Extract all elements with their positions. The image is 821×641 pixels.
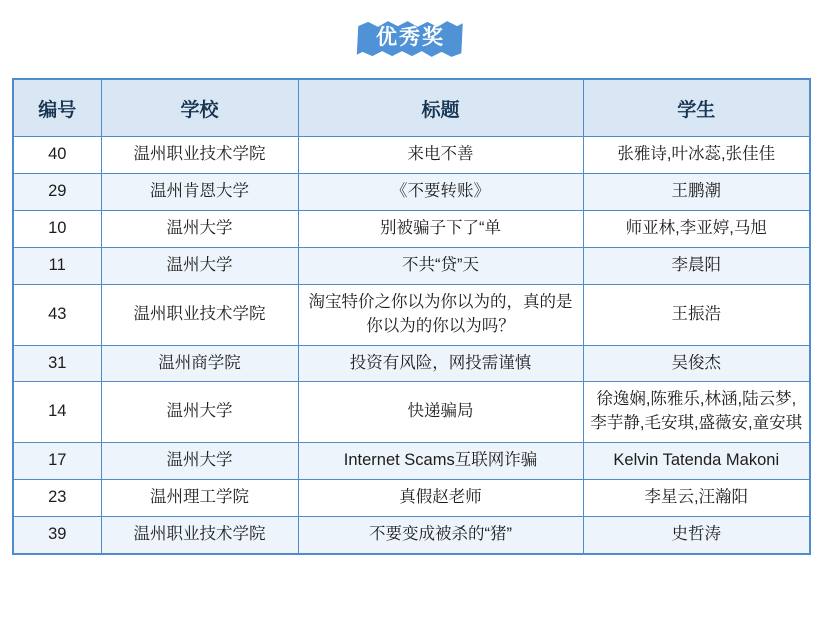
- cell-title: 真假赵老师: [298, 480, 583, 517]
- award-table: [12, 78, 811, 555]
- cell-title: 不共“贷”天: [298, 247, 583, 284]
- cell-school: 温州大学: [101, 382, 298, 443]
- table-row: [13, 284, 810, 345]
- table-row: [13, 382, 810, 443]
- cell-title: Internet Scams互联网诈骗: [298, 443, 583, 480]
- table-row: [13, 173, 810, 210]
- table-row: [13, 443, 810, 480]
- cell-school: 温州职业技术学院: [101, 137, 298, 174]
- cell-student: Kelvin Tatenda Makoni: [583, 443, 810, 480]
- cell-student: 吴俊杰: [583, 345, 810, 382]
- cell-id: 40: [13, 137, 101, 174]
- column-header-school: 学校: [101, 79, 298, 137]
- cell-id: 14: [13, 382, 101, 443]
- table-row: [13, 480, 810, 517]
- cell-id: 29: [13, 173, 101, 210]
- table-body: [13, 137, 810, 555]
- cell-id: 31: [13, 345, 101, 382]
- cell-title: 不要变成被杀的“猪”: [298, 517, 583, 554]
- table-header-row: [13, 79, 810, 137]
- cell-title: 《不要转账》: [298, 173, 583, 210]
- column-header-title: 标题: [298, 79, 583, 137]
- banner-title: 优秀奖: [376, 26, 445, 49]
- cell-school: 温州大学: [101, 443, 298, 480]
- cell-student: 王振浩: [583, 284, 810, 345]
- table-row: [13, 210, 810, 247]
- cell-school: 温州职业技术学院: [101, 284, 298, 345]
- cell-id: 39: [13, 517, 101, 554]
- cell-id: 43: [13, 284, 101, 345]
- cell-id: 11: [13, 247, 101, 284]
- cell-id: 17: [13, 443, 101, 480]
- cell-school: 温州商学院: [101, 345, 298, 382]
- cell-school: 温州肯恩大学: [101, 173, 298, 210]
- table-row: [13, 247, 810, 284]
- column-header-id: 编号: [13, 79, 101, 137]
- cell-school: 温州职业技术学院: [101, 517, 298, 554]
- table-row: [13, 517, 810, 554]
- cell-title: 快递骗局: [298, 382, 583, 443]
- table-row: [13, 137, 810, 174]
- cell-student: 师亚林,李亚婷,马旭: [583, 210, 810, 247]
- cell-student: 李晨阳: [583, 247, 810, 284]
- cell-school: 温州大学: [101, 210, 298, 247]
- banner-badge: [354, 19, 467, 59]
- cell-student: 张雅诗,叶冰蕊,张佳佳: [583, 137, 810, 174]
- cell-school: 温州理工学院: [101, 480, 298, 517]
- cell-student: 王鹏潮: [583, 173, 810, 210]
- table-row: [13, 345, 810, 382]
- cell-student: 徐逸娴,陈雅乐,林涵,陆云梦,李芋静,毛安琪,盛薇安,童安琪: [583, 382, 810, 443]
- cell-title: 别被骗子下了“单: [298, 210, 583, 247]
- banner: [0, 0, 821, 78]
- cell-id: 10: [13, 210, 101, 247]
- cell-title: 淘宝特价之你以为你以为的，真的是你以为的你以为吗？: [298, 284, 583, 345]
- cell-school: 温州大学: [101, 247, 298, 284]
- table-container: [0, 78, 821, 555]
- cell-id: 23: [13, 480, 101, 517]
- cell-title: 来电不善: [298, 137, 583, 174]
- table-header: [13, 79, 810, 137]
- cell-student: 李星云,汪瀚阳: [583, 480, 810, 517]
- cell-title: 投资有风险，网投需谨慎: [298, 345, 583, 382]
- cell-student: 史哲涛: [583, 517, 810, 554]
- column-header-student: 学生: [583, 79, 810, 137]
